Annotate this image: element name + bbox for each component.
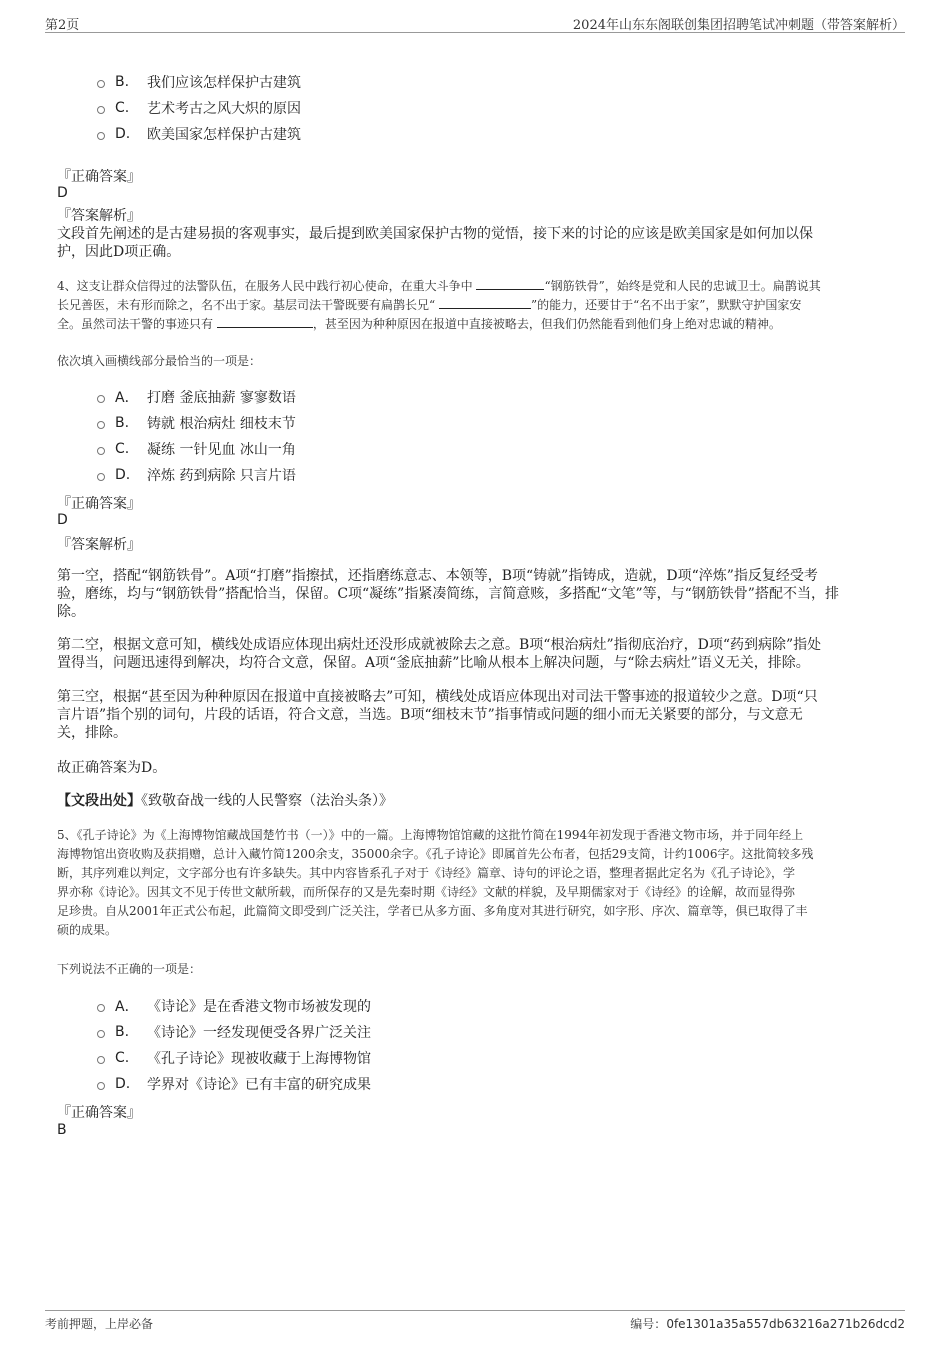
radio-icon[interactable]: [97, 447, 105, 455]
radio-icon[interactable]: [97, 1056, 105, 1064]
q4-prompt: 依次填入画横线部分最恰当的一项是：: [57, 354, 262, 368]
q5-prompt: 下列说法不正确的一项是：: [57, 962, 202, 976]
q4-source: 【文段出处】《致敬奋战一线的人民警察（法治头条）》: [57, 793, 393, 809]
q5-option-c[interactable]: C. 《孔子诗论》现被收藏于上海博物馆: [97, 1048, 371, 1068]
q3-analysis-label: 『答案解析』: [57, 208, 141, 224]
radio-icon[interactable]: [97, 421, 105, 429]
radio-icon[interactable]: [97, 1030, 105, 1038]
q3-option-c[interactable]: C. 艺术考古之风大炽的原因: [97, 98, 301, 118]
blank-1: [476, 277, 544, 290]
blank-2: [439, 296, 531, 309]
document-title: 2024年山东东阁联创集团招聘笔试冲刺题（带答案解析）: [572, 18, 905, 33]
q4-option-d[interactable]: D. 淬炼 药到病除 只言片语: [97, 465, 296, 485]
q5-answer: B: [57, 1122, 67, 1138]
q4-option-b[interactable]: B. 铸就 根治病灶 细枝末节: [97, 413, 296, 433]
radio-icon[interactable]: [97, 106, 105, 114]
footer-slogan: 考前押题，上岸必备: [45, 1317, 154, 1331]
q5-option-a[interactable]: A． 《诗论》是在香港文物市场被发现的: [97, 996, 371, 1016]
q3-answer-label: 『正确答案』: [57, 169, 141, 185]
document-code: 编号：0fe1301a35a557db63216a271b26dcd2: [630, 1317, 905, 1331]
q4-question: 4、这支让群众信得过的法警队伍，在服务人民中践行初心使命，在重大斗争中 “钢筋铁骨”，始终是党和人民的忠诚卫士。扁鹊说其 长兄善医，未有形而除之，名不出于家。基层司法干警既要有扁鹊长兄“ ”的能力，还要甘于“名不出于家”，默默守护国家安 全。虽然司法干警的事迹只有 ，甚至因为种种原因在报道中直接被略去，但我们仍然能看到他们身上绝对忠诚的精神。: [57, 279, 821, 331]
radio-icon[interactable]: [97, 80, 105, 88]
radio-icon[interactable]: [97, 1004, 105, 1012]
radio-icon[interactable]: [97, 132, 105, 140]
page-header: [45, 12, 905, 33]
blank-3: [217, 315, 313, 328]
q4-analysis-label: 『答案解析』: [57, 537, 141, 553]
q4-conclusion: 故正确答案为D。: [57, 760, 167, 776]
q4-option-a[interactable]: A． 打磨 釜底抽薪 寥寥数语: [97, 387, 296, 407]
q5-option-d[interactable]: D. 学界对《诗论》已有丰富的研究成果: [97, 1074, 371, 1094]
page-footer: [45, 1310, 905, 1333]
q4-analysis-p2: 第二空，根据文意可知，横线处成语应体现出病灶还没形成就被除去之意。B项“根治病灶”指彻底治疗，D项“药到病除”指处 置得当，问题迅速得到解决，均符合文意，保留。A项“釜底抽薪”比喻从根本上解决问题，与“除去病灶”语义无关，排除。: [57, 637, 822, 671]
q3-analysis: 文段首先阐述的是古建易损的客观事实，最后提到欧美国家保护古物的觉悟，接下来的讨论的应该是欧美国家是如何加以保 护，因此D项正确。: [57, 226, 813, 260]
q5-answer-label: 『正确答案』: [57, 1105, 141, 1121]
radio-icon[interactable]: [97, 395, 105, 403]
q3-option-b[interactable]: B. 我们应该怎样保护古建筑: [97, 72, 301, 92]
radio-icon[interactable]: [97, 1082, 105, 1090]
page-number: 第2页: [45, 18, 80, 33]
q4-answer: D: [57, 512, 68, 528]
q4-analysis-p1: 第一空，搭配“钢筋铁骨”。A项“打磨”指擦拭，还指磨练意志、本领等，B项“铸就”指铸成，造就，D项“淬炼”指反复经受考 验，磨练，均与“钢筋铁骨”搭配恰当，保留。C项“凝练”指紧凑简练，言简意赅，多搭配“文笔”等，与“钢筋铁骨”搭配不当，排 除。: [57, 568, 839, 620]
q4-answer-label: 『正确答案』: [57, 496, 141, 512]
q4-option-c[interactable]: C. 凝练 一针见血 冰山一角: [97, 439, 296, 459]
q5-option-b[interactable]: B. 《诗论》一经发现便受各界广泛关注: [97, 1022, 371, 1042]
q3-answer: D: [57, 185, 68, 201]
q3-option-d[interactable]: D. 欧美国家怎样保护古建筑: [97, 124, 301, 144]
radio-icon[interactable]: [97, 473, 105, 481]
q4-analysis-p3: 第三空，根据“甚至因为种种原因在报道中直接被略去”可知，横线处成语应体现出对司法干警事迹的报道较少之意。D项“只 言片语”指个别的词句，片段的话语，符合文意，当选。B项“细枝末节”指事情或问题的细小而无关紧要的部分，与文意无 关，排除。: [57, 689, 818, 741]
q5-question: 5、《孔子诗论》为《上海博物馆藏战国楚竹书（一）》中的一篇。上海博物馆馆藏的这批竹简在1994年初发现于香港文物市场，并于同年经上 海博物馆出资收购及获捐赠，总计入藏竹简1200余支，35000余字。《孔子诗论》即属首先公布者，包括29支简，计约1006字。这批简较多残 断，其序列难以判定，文字部分也有许多缺失。其中内容皆系孔子对于《诗经》篇章、诗句的评论之语，整理者据此定名为《孔子诗论》，学 界亦称《诗论》。因其文不见于传世文献所载，而所保存的又是先秦时期《诗经》文献的样貌，及早期儒家对于《诗经》的诠解，故而显得弥 足珍贵。自从2001年正式公布起，此篇简文即受到广泛关注，学者已从多方面、多角度对其进行研究，如字形、序次、篇章等，俱已取得了丰 硕的成果。: [57, 828, 814, 937]
